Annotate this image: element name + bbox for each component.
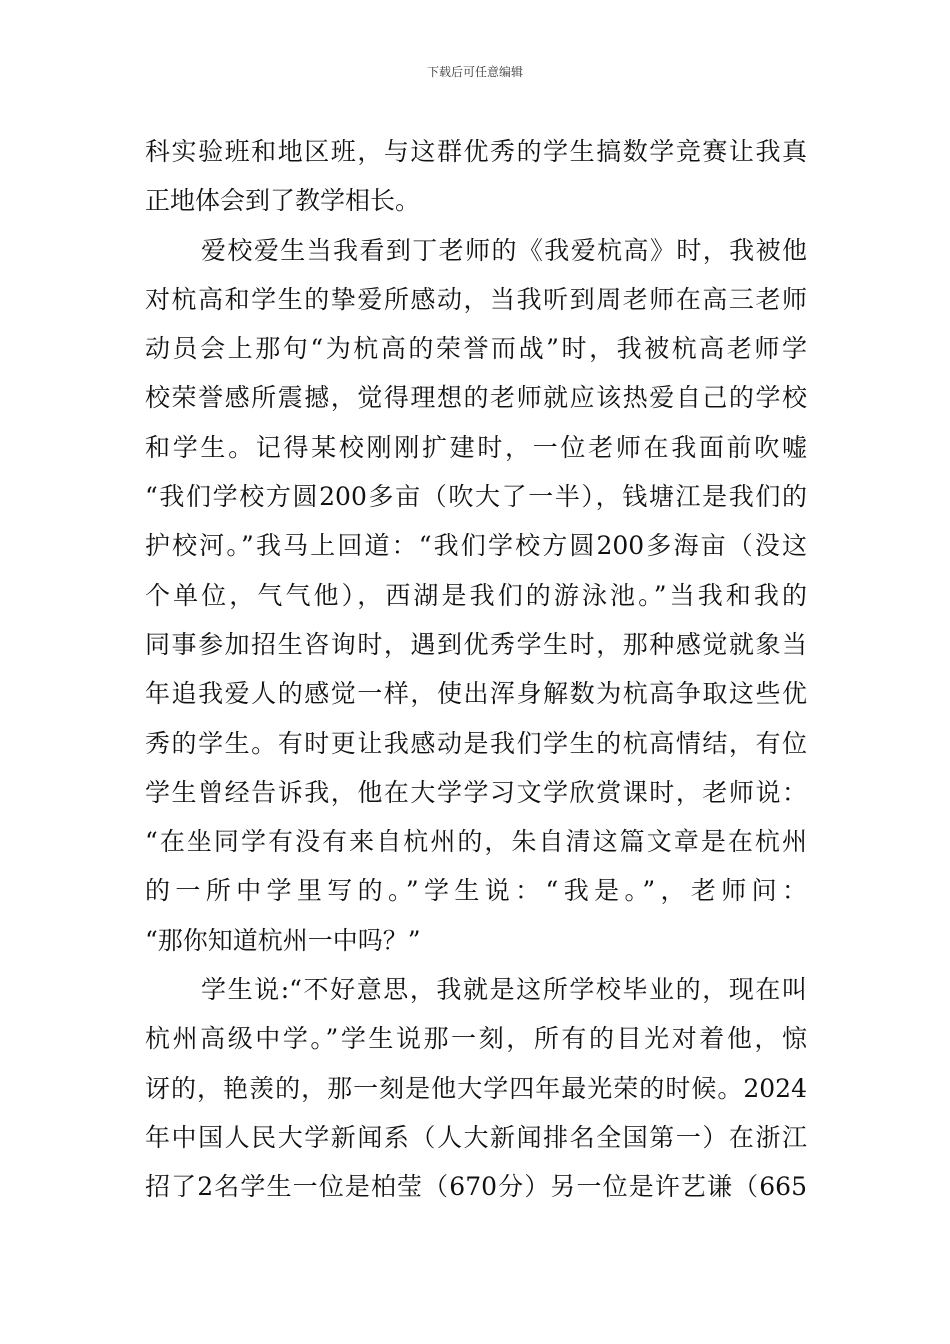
text-line: “我们学校方圆200多亩（吹大了一半），钱塘江是我们的 <box>145 482 807 512</box>
text-line: 和学生。记得某校刚刚扩建时，一位老师在我面前吹嘘 <box>145 432 807 462</box>
text-line: 对杭高和学生的挚爱所感动，当我听到周老师在高三老师 <box>145 284 807 314</box>
text-line: 同事参加招生咨询时，遇到优秀学生时，那种感觉就象当 <box>145 629 807 659</box>
text-line: 年追我爱人的感觉一样，使出浑身解数为杭高争取这些优 <box>145 679 807 709</box>
page-header: 下载后可任意编辑 <box>426 65 523 79</box>
text-line: “那你知道杭州一中吗？” <box>145 925 421 955</box>
text-line: 招了2名学生一位是柏莹（670分）另一位是许艺谦（665 <box>145 1172 807 1202</box>
text-line: 个单位，气气他），西湖是我们的游泳池。”当我和我的 <box>145 580 807 610</box>
text-line: 科实验班和地区班，与这群优秀的学生搞数学竞赛让我真 <box>145 137 807 166</box>
text-line: 正地体会到了教学相长。 <box>145 186 421 216</box>
text-line: 年中国人民大学新闻系（人大新闻排名全国第一）在浙江 <box>145 1122 807 1152</box>
text-line: 秀的学生。有时更让我感动是我们学生的杭高情结，有位 <box>145 728 807 758</box>
text-line: 杭州高级中学。”学生说那一刻，所有的目光对着他，惊 <box>145 1024 807 1054</box>
text-line: 的一所中学里写的。”学生说：“我是。”，老师问： <box>145 876 807 906</box>
text-line: 动员会上那句“为杭高的荣誉而战”时，我被杭高老师学 <box>145 334 807 364</box>
text-line: 学生曾经告诉我，他在大学学习文学欣赏课时，老师说： <box>145 777 807 807</box>
text-line: 校荣誉感所震撼，觉得理想的老师就应该热爱自己的学校 <box>145 383 807 413</box>
text-line: 学生说:“不好意思，我就是这所学校毕业的，现在叫 <box>201 975 807 1005</box>
text-line: 爱校爱生当我看到丁老师的《我爱杭高》时，我被他 <box>201 235 807 265</box>
text-line: 讶的，艳羡的，那一刻是他大学四年最光荣的时候。2024 <box>145 1073 807 1103</box>
text-line: 护校河。”我马上回道：“我们学校方圆200多海亩（没这 <box>145 531 807 561</box>
document-body <box>145 127 807 1212</box>
text-line: “在坐同学有没有来自杭州的，朱自清这篇文章是在杭州 <box>145 827 807 857</box>
